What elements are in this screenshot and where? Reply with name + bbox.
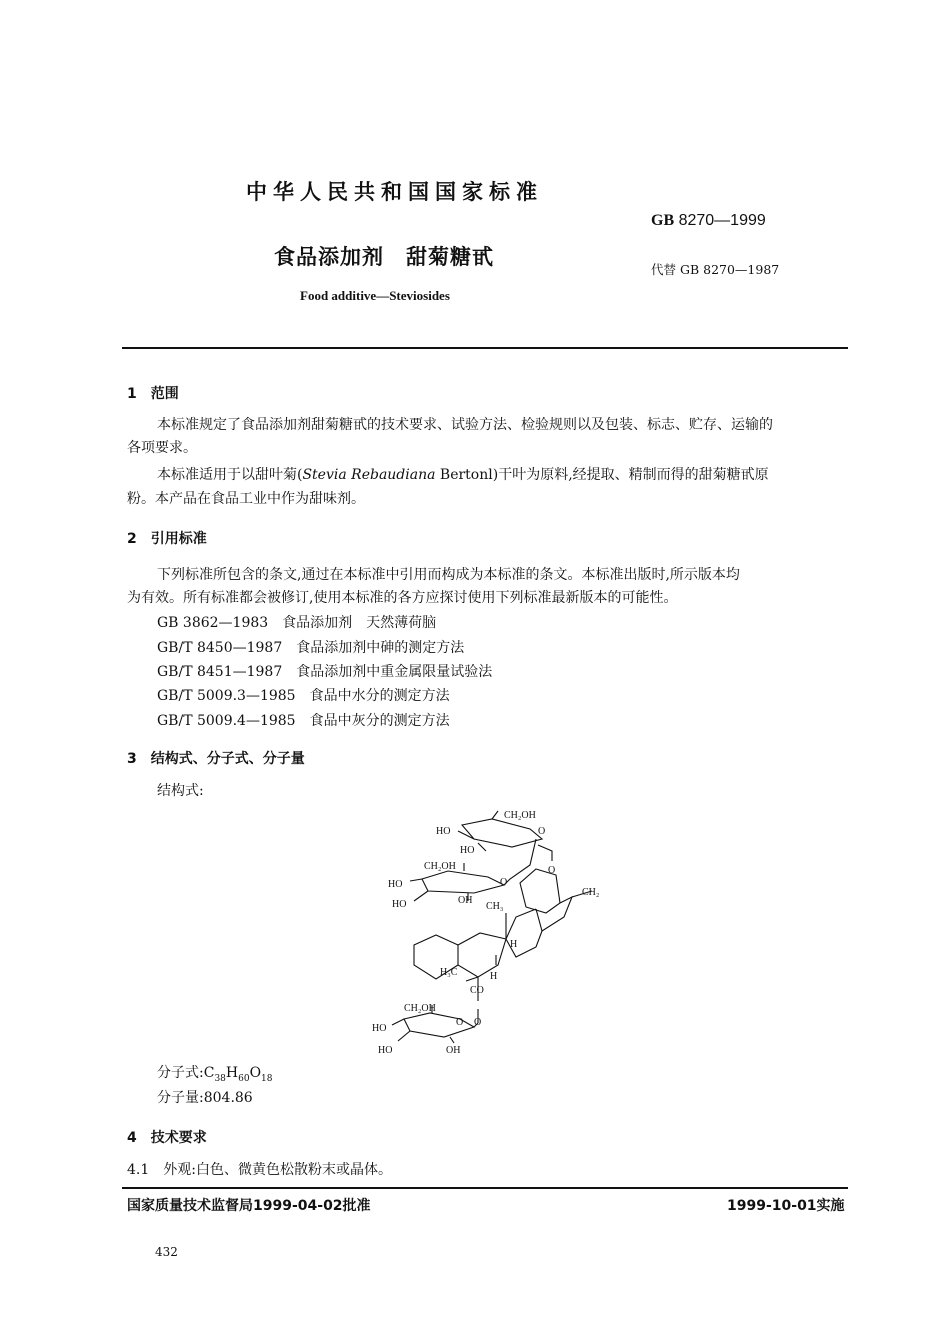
mol-label: OH: [446, 1045, 461, 1056]
standard-number: [651, 212, 766, 230]
mol-label: O: [548, 865, 556, 876]
section-2-heading: 2 引用标准: [127, 531, 207, 547]
section-3-heading: 3 结构式、分子式、分子量: [127, 751, 305, 767]
mol-label: O: [500, 877, 508, 888]
mol-label: O: [456, 1017, 464, 1028]
section-1-p2-line1: [157, 464, 769, 487]
ref-item: GB/T 8451—1987 食品添加剂中重金属限量试验法: [157, 664, 493, 680]
section-1-heading: 1 范围: [127, 386, 179, 402]
mol-label: O: [538, 826, 546, 837]
formula-o: O: [249, 1065, 262, 1081]
national-standard-title: 中华人民共和国国家标准: [246, 180, 543, 204]
ring-b: [458, 933, 506, 977]
mw-value: 804.86: [203, 1090, 253, 1106]
mol-label: HO: [378, 1045, 393, 1056]
mol-label: HO: [388, 879, 403, 890]
mol-label: H: [490, 971, 498, 982]
standard-code: 8270—1999: [678, 212, 766, 229]
mol-label: O: [474, 1017, 482, 1028]
formula-h-count: 60: [238, 1073, 250, 1084]
mol-label: CH₂OH: [504, 810, 536, 821]
mol-label: H: [510, 939, 518, 950]
mol-label: OH: [458, 895, 473, 906]
ref-item: GB/T 5009.3—1985 食品中水分的测定方法: [157, 688, 450, 704]
approval-date: 国家质量技术监督局1999-04-02批准: [127, 1198, 371, 1214]
formula-c-count: 38: [214, 1073, 226, 1084]
section-2-p1-line2: 为有效。所有标准都会被修订,使用本标准的各方应探讨使用下列标准最新版本的可能性。: [127, 590, 678, 606]
formula-label: 分子式:: [157, 1065, 204, 1081]
ref-item: GB/T 5009.4—1985 食品中灰分的测定方法: [157, 713, 450, 729]
mol-label: CH₂OH: [424, 861, 456, 872]
bottom-glucose-ring: [404, 1013, 474, 1037]
mol-label: HO: [460, 845, 475, 856]
replaces-note: 代替 GB 8270—1987: [651, 262, 780, 277]
section-4-item-1: 4.1 外观:白色、微黄色松散粉末或晶体。: [127, 1162, 392, 1178]
top-glucose-ring: [462, 819, 542, 847]
structural-formula: [360, 805, 620, 1065]
mol-label: H₃C: [440, 967, 458, 978]
section-1-p1-line2: 各项要求。: [127, 440, 197, 456]
formula-o-count: 18: [261, 1073, 273, 1084]
mol-label: HO: [372, 1023, 387, 1034]
mol-label: HO: [436, 826, 451, 837]
p2-species: Stevia Rebaudiana: [302, 467, 436, 483]
mol-label: CO: [470, 985, 484, 996]
page-number: 432: [155, 1245, 178, 1259]
section-1-p1-line1: 本标准规定了食品添加剂甜菊糖甙的技术要求、试验方法、检验规则以及包装、标志、贮存、运输的: [157, 417, 773, 433]
p2-before: 本标准适用于以甜叶菊(: [157, 467, 303, 483]
p2-after: Bertonl)干叶为原料,经提取、精制而得的甜菊糖甙原: [435, 467, 769, 483]
document-title: 食品添加剂 甜菊糖甙: [274, 245, 494, 269]
structure-label: 结构式:: [157, 783, 204, 799]
formula-h: H: [225, 1065, 239, 1081]
footer-rule: [122, 1187, 848, 1189]
mol-label: CH₃: [486, 901, 504, 912]
formula-c: C: [203, 1065, 215, 1081]
section-2-p1-line1: 下列标准所包含的条文,通过在本标准中引用而构成为本标准的条文。本标准出版时,所示版本均: [157, 567, 740, 583]
ref-item: GB/T 8450—1987 食品添加剂中砷的测定方法: [157, 640, 465, 656]
mol-label: CH₂: [582, 887, 600, 898]
middle-glucose-ring: [422, 871, 504, 893]
mol-label: CH₂OH: [404, 1003, 436, 1014]
effective-date: 1999-10-01实施: [727, 1198, 845, 1214]
section-4-heading: 4 技术要求: [127, 1130, 207, 1146]
mol-label: HO: [392, 899, 407, 910]
header-rule: [122, 347, 848, 349]
standard-prefix: GB: [651, 212, 675, 229]
section-1-p2-line2: 粉。本产品在食品工业中作为甜味剂。: [127, 491, 365, 507]
ref-item: GB 3862—1983 食品添加剂 天然薄荷脑: [157, 615, 437, 631]
mw-label: 分子量:: [157, 1090, 204, 1106]
molecular-weight: [157, 1087, 253, 1110]
english-title: Food additive—Steviosides: [300, 288, 450, 303]
